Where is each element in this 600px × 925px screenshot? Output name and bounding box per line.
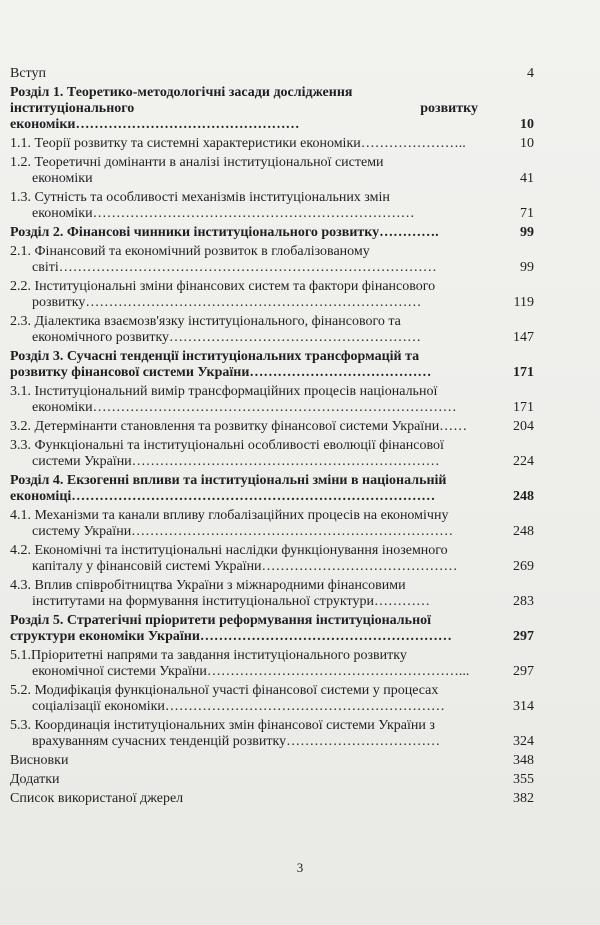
toc-entry-title [10, 66, 478, 82]
toc-section-entry [10, 683, 534, 715]
toc-section-entry [10, 314, 534, 346]
toc-entry-line: інституціонального розвитку економіки………………………………………… [10, 101, 478, 132]
page-number: 3 [296, 860, 304, 875]
toc-entry-line: капіталу у фінансовій системі України…………………………………… [32, 559, 458, 574]
toc-entry-line: Список використаної джерел [10, 791, 184, 806]
toc-section-entry [10, 419, 534, 435]
toc-entry [10, 753, 534, 769]
toc-entry-page: 314 [513, 699, 534, 714]
toc-entry-line: 1.2. Теоретичні домінанти в аналізі інституціональної системи [10, 155, 384, 170]
toc-part-entry [10, 349, 534, 381]
toc-entry-line: світі……………………………………………………………………… [32, 260, 437, 275]
toc-entry-title [10, 772, 478, 788]
toc-entry-page: 348 [513, 753, 534, 768]
toc-part-entry [10, 613, 534, 645]
toc-section-entry [10, 384, 534, 416]
toc-entry-title [10, 384, 478, 416]
toc-entry-line: врахуванням сучасних тенденцій розвитку…………………………… [32, 734, 441, 749]
toc-entry-line: структури економіки України……………………………………………… [10, 629, 452, 644]
toc-entry-page: 283 [513, 594, 534, 609]
toc-entry-line: 1.1. Теорії розвитку та системні характеристики економіки………………….. [10, 136, 466, 151]
toc-entry-title [10, 155, 478, 187]
toc-entry-line: 2.1. Фінансовий та економічний розвиток в глобалізованому [10, 244, 370, 259]
toc-entry-page: 71 [520, 206, 534, 221]
toc-entry-title [10, 791, 478, 807]
toc-entry-page: 297 [513, 664, 534, 679]
toc-entry-line: 4.1. Механізми та канали впливу глобалізаційних процесів на економічну [10, 508, 449, 523]
toc-entry-title [10, 578, 478, 610]
toc-section-entry [10, 648, 534, 680]
toc-entry-line: Розділ 4. Екзогенні впливи та інституціональні зміни в національній [10, 473, 447, 488]
toc-entry-line: 4.2. Економічні та інституціональні наслідки функціонування іноземного [10, 543, 448, 558]
toc-entry [10, 772, 534, 788]
toc-section-entry [10, 136, 534, 152]
toc-entry-title [10, 648, 478, 680]
toc-entry-line: Розділ 3. Сучасні тенденції інституціональних трансформацій та [10, 349, 420, 364]
toc-section-entry [10, 543, 534, 575]
toc-entry-line: економіки…………………………………………………………… [32, 206, 415, 221]
toc-entry-title [10, 136, 478, 152]
toc-entry-line: 3.2. Детермінанти становлення та розвитку фінансової системи України…… [10, 419, 468, 434]
toc-entry-line: розвитку фінансової системи України………………………………… [10, 365, 432, 380]
toc-entry-page: 224 [513, 454, 534, 469]
toc-entry-page: 204 [513, 419, 534, 434]
toc-entry-line: економіки [32, 171, 93, 186]
toc-entry-title [10, 613, 478, 645]
toc-entry-line: Розділ 1. Теоретико-методологічні засади дослідження [10, 85, 353, 100]
toc-entry-line: 5.2. Модифікація функціональної участі фінансової системи у процесах [10, 683, 439, 698]
table-of-contents [10, 66, 534, 807]
toc-entry-page: 10 [520, 117, 534, 132]
toc-entry-page: 41 [520, 171, 534, 186]
toc-entry-line: економічного розвитку……………………………………………… [32, 330, 422, 345]
toc-entry-line: Розділ 5. Стратегічні пріоритети реформування інституціональної [10, 613, 432, 628]
toc-section-entry [10, 155, 534, 187]
toc-entry [10, 791, 534, 807]
toc-entry-page: 171 [513, 400, 534, 415]
toc-section-entry [10, 190, 534, 222]
toc-section-entry [10, 279, 534, 311]
toc-part-entry [10, 473, 534, 505]
toc-entry [10, 66, 534, 82]
toc-entry-page: 248 [513, 524, 534, 539]
toc-entry-line: 2.2. Інституціональні зміни фінансових систем та фактори фінансового [10, 279, 436, 294]
toc-entry-title [10, 225, 478, 241]
toc-entry-title [10, 683, 478, 715]
toc-entry-line: Висновки [10, 753, 69, 768]
toc-entry-title [10, 314, 478, 346]
toc-entry-page: 269 [513, 559, 534, 574]
toc-entry-page: 99 [520, 225, 534, 240]
toc-entry-line: систему України…………………………………………………………… [32, 524, 454, 539]
toc-section-entry [10, 578, 534, 610]
toc-entry-page: 99 [520, 260, 534, 275]
toc-entry-line: Додатки [10, 772, 60, 787]
toc-entry-line: 4.3. Вплив співробітництва України з міжнародними фінансовими [10, 578, 406, 593]
toc-entry-title [10, 543, 478, 575]
toc-entry-page: 119 [513, 295, 534, 310]
toc-entry-line: 3.1. Інституціональний вимір трансформаційних процесів національної [10, 384, 438, 399]
toc-entry-line: економічної системи України………………………………………………... [32, 664, 470, 679]
toc-section-entry [10, 718, 534, 750]
toc-entry-title [10, 718, 478, 750]
toc-entry-line: 1.3. Сутність та особливості механізмів інституціональних змін [10, 190, 390, 205]
toc-entry-page: 4 [527, 66, 534, 81]
toc-entry-title [10, 473, 478, 505]
toc-entry-line: Вступ [10, 66, 46, 81]
toc-entry-line: соціалізації економіки…………………………………………………… [32, 699, 445, 714]
toc-entry-line: 5.1.Пріоритетні напрями та завдання інституціонального розвитку [10, 648, 407, 663]
toc-entry-line: Розділ 2. Фінансові чинники інституціонального розвитку…………. [10, 225, 439, 240]
toc-entry-title [10, 349, 478, 381]
toc-section-entry [10, 244, 534, 276]
toc-entry-title [10, 279, 478, 311]
toc-entry-title [10, 508, 478, 540]
toc-entry-line: економіки…………………………………………………………………… [32, 400, 457, 415]
toc-entry-line: 3.3. Функціональні та інституціональні особливості еволюції фінансової [10, 438, 444, 453]
toc-section-entry [10, 438, 534, 470]
toc-entry-page: 147 [513, 330, 534, 345]
toc-entry-line: 5.3. Координація інституціональних змін фінансової системи України з [10, 718, 435, 733]
toc-entry-line: економіці…………………………………………………………………… [10, 489, 436, 504]
toc-part-entry [10, 225, 534, 241]
toc-entry-page: 171 [513, 365, 534, 380]
toc-part-entry [10, 85, 534, 133]
toc-entry-page: 382 [513, 791, 534, 806]
toc-entry-title [10, 244, 478, 276]
toc-entry-title [10, 190, 478, 222]
toc-entry-line: інститутами на формування інституціональної структури………… [32, 594, 430, 609]
toc-entry-page: 324 [513, 734, 534, 749]
toc-entry-title [10, 419, 478, 435]
toc-entry-title [10, 438, 478, 470]
toc-entry-line: розвитку……………………………………………………………… [32, 295, 422, 310]
toc-entry-title [10, 753, 478, 769]
toc-entry-page: 297 [513, 629, 534, 644]
toc-entry-page: 10 [520, 136, 534, 151]
toc-entry-page: 248 [513, 489, 534, 504]
toc-entry-line: 2.3. Діалектика взаємозв'язку інституціонального, фінансового та [10, 314, 401, 329]
toc-entry-page: 355 [513, 772, 534, 787]
toc-entry-line: системи України………………………………………………………… [32, 454, 440, 469]
toc-entry-title [10, 85, 478, 133]
toc-section-entry [10, 508, 534, 540]
